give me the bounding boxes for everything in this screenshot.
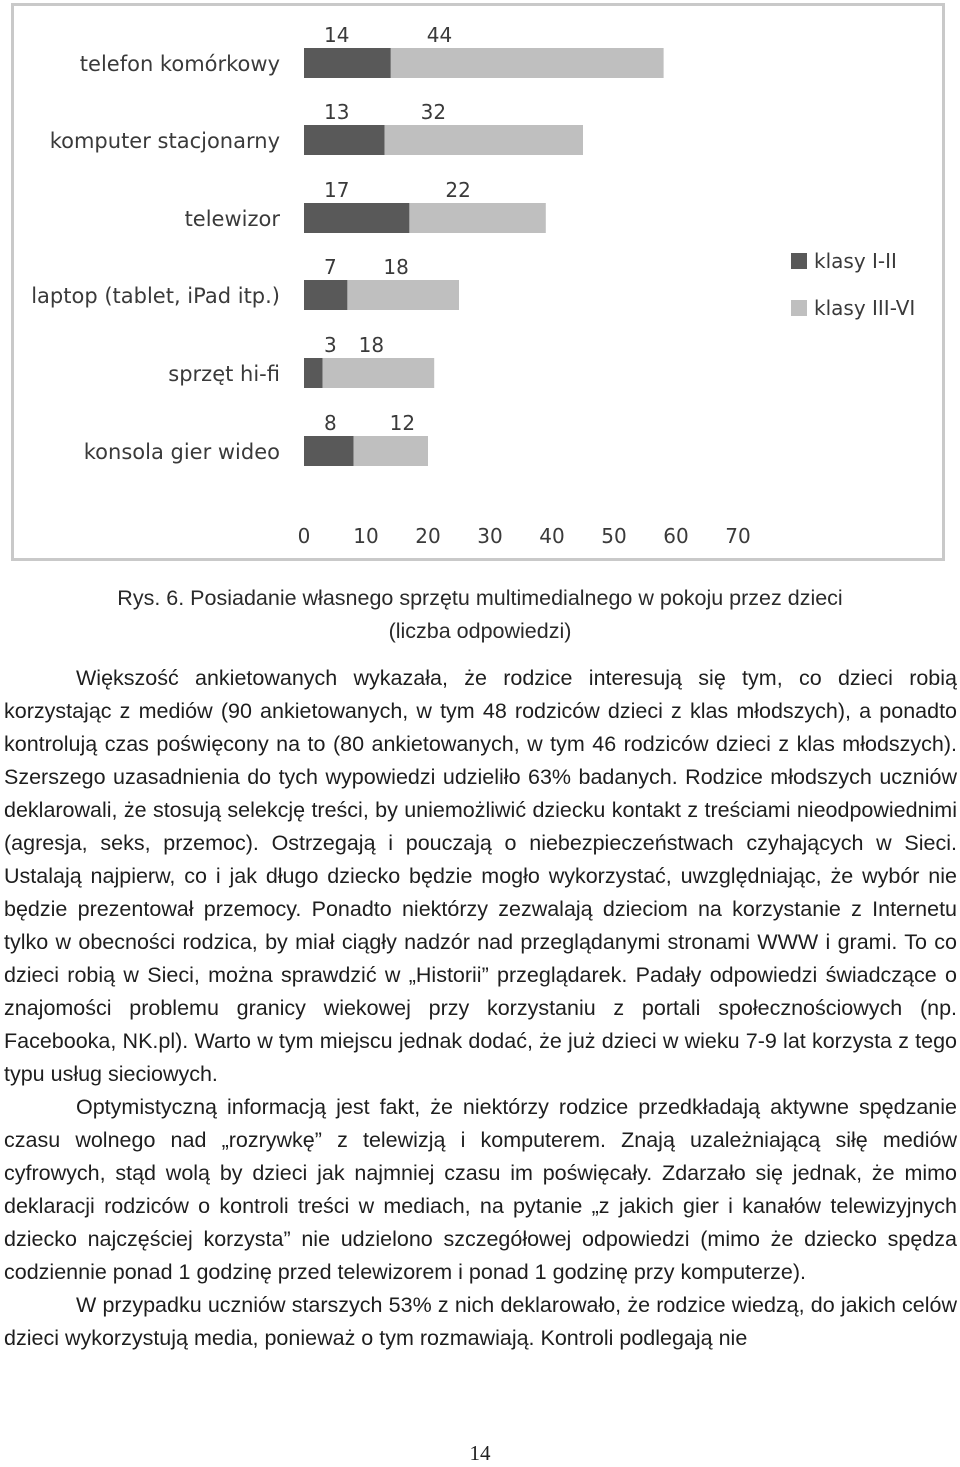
category-label: telewizor bbox=[184, 207, 280, 231]
data-label: 32 bbox=[420, 100, 447, 124]
data-label: 13 bbox=[324, 100, 350, 124]
bar-segment-klasy-iii-vi bbox=[347, 280, 459, 310]
x-tick-label: 70 bbox=[725, 524, 751, 548]
data-label: 18 bbox=[358, 333, 385, 357]
x-tick-label: 20 bbox=[415, 524, 441, 548]
paragraph-3: W przypadku uczniów starszych 53% z nich deklarowało, że rodzice wiedzą, do jakich celów dzieci wykorzystują media, ponieważ o tym rozmawiają. Kontroli podlegają nie bbox=[4, 1293, 957, 1350]
bar-segment-klasy-iii-vi bbox=[409, 203, 545, 233]
x-tick-label: 30 bbox=[477, 524, 503, 548]
page-number: 14 bbox=[469, 1441, 491, 1465]
x-tick-label: 60 bbox=[663, 524, 689, 548]
data-label: 14 bbox=[324, 23, 350, 47]
category-label: telefon komórkowy bbox=[79, 52, 280, 76]
bar-segment-klasy-iii-vi bbox=[323, 358, 435, 388]
bar-chart bbox=[14, 6, 942, 558]
category-label: sprzęt hi-fi bbox=[168, 362, 280, 386]
body-text bbox=[4, 662, 957, 1355]
category-label: konsola gier wideo bbox=[83, 440, 280, 464]
chart-frame bbox=[11, 3, 945, 561]
bar-segment-klasy-iii-vi bbox=[354, 436, 428, 466]
data-label: 17 bbox=[324, 178, 350, 202]
bar-segment-klasy-i-ii bbox=[304, 436, 354, 466]
x-tick-label: 50 bbox=[601, 524, 627, 548]
legend-swatch bbox=[791, 253, 807, 269]
paragraph-1: Większość ankietowanych wykazała, że rodzice interesują się tym, co dzieci robią korzystając z mediów (90 ankietowanych, w tym 48 rodziców dzieci z klas młodszych), a ponadto kontrolują czas poświęcony na to (80 ankietowanych, w tym 46 rodziców dzieci z klas młodszych). Szerszego uzasadnienia do tych wypowiedzi udzieliło 63% badanych. Rodzice młodszych uczniów deklarowali, że stosują selekcję treści, by uniemożliwić dziecku kontakt z treściami nieodpowiednimi (agresja, seks, przemoc). Ostrzegają i pouczają o niebezpieczeństwach czyhających w Sieci. Ustalają najpierw, co i jak długo dziecko będzie mogło wykorzystać, uwzględniając, że wybór nie będzie prezentował przemocy. Ponadto niektórzy zezwalają dzieciom na korzystanie z Internetu tylko w obecności rodzica, by miał ciągły nadzór nad przeglądanymi stronami WWW i grami. To co dzieci robią w Sieci, można sprawdzić w „Historii” przeglądarek. Padały odpowiedzi świadczące o znajomości problemu granicy wiekowej przy korzystaniu z portali społecznościowych (np. Facebooka, NK.pl). Warto w tym miejscu jednak dodać, że już dzieci w wieku 7-9 lat korzysta z tego typu usług sieciowych. bbox=[4, 666, 957, 1086]
paragraph-2: Optymistyczną informacją jest fakt, że niektórzy rodzice przedkładają aktywne spędzanie czasu wolnego nad „rozrywkę” z telewizją i komputerem. Znają uzależniającą siłę mediów cyfrowych, stąd wolą by dzieci jak najmniej czasu im poświęcały. Zdarzało się jednak, że mimo deklaracji rodziców o kontroli treści w mediach, na pytanie „z jakich gier i kanałów telewizyjnych dziecko najczęściej korzysta” nie udzielono szczegółowej odpowiedzi (mimo że dziecko spędza codziennie ponad 1 godzinę przed telewizorem i ponad 1 godzinę przy komputerze). bbox=[4, 1095, 957, 1284]
bar-segment-klasy-i-ii bbox=[304, 280, 347, 310]
data-label: 44 bbox=[426, 23, 453, 47]
x-tick-label: 0 bbox=[297, 524, 311, 548]
data-label: 18 bbox=[383, 255, 409, 279]
data-label: 7 bbox=[324, 255, 337, 279]
x-tick-label: 40 bbox=[539, 524, 565, 548]
bar-segment-klasy-i-ii bbox=[304, 125, 385, 155]
category-label: laptop (tablet, iPad itp.) bbox=[31, 284, 280, 308]
data-label: 12 bbox=[389, 411, 416, 435]
data-label: 8 bbox=[324, 411, 337, 435]
bar-segment-klasy-i-ii bbox=[304, 48, 391, 78]
bar-segment-klasy-iii-vi bbox=[385, 125, 583, 155]
legend-label: klasy I-II bbox=[814, 249, 897, 273]
category-label: komputer stacjonarny bbox=[49, 129, 280, 153]
legend-label: klasy III-VI bbox=[814, 296, 916, 320]
data-label: 22 bbox=[445, 178, 471, 202]
x-tick-label: 10 bbox=[353, 524, 379, 548]
bar-segment-klasy-i-ii bbox=[304, 203, 409, 233]
figure-caption-line2: (liczba odpowiedzi) bbox=[388, 619, 572, 643]
figure-caption-line1: Rys. 6. Posiadanie własnego sprzętu multimedialnego w pokoju przez dzieci bbox=[117, 586, 843, 610]
data-label: 3 bbox=[324, 333, 337, 357]
bar-segment-klasy-i-ii bbox=[304, 358, 323, 388]
legend-swatch bbox=[791, 300, 807, 316]
bar-segment-klasy-iii-vi bbox=[391, 48, 664, 78]
